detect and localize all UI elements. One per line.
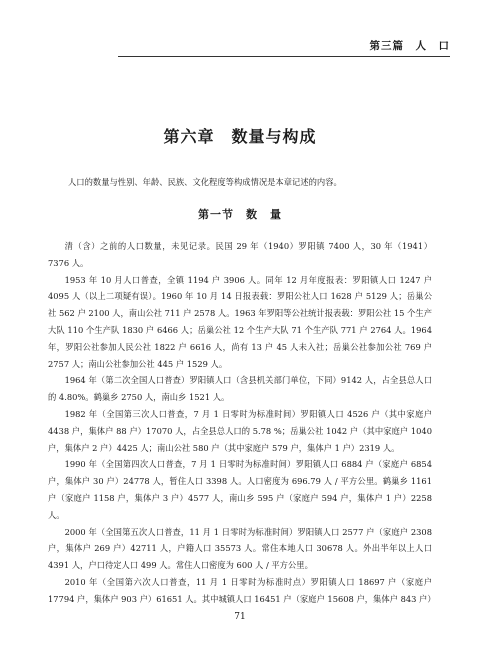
section-title: 第一节 数 量 <box>198 208 282 221</box>
paragraph: 1982 年（全国第三次人口普查，7 月 1 日零时为标准时间）罗阳镇人口 4526 户（其中家庭户 4438 户，集体户 88 户）17070 人，占全县总人口的 5.78 %；岳巢公社 1042 户（其中家庭户 1040 户，集体户 2 户）4425 人；南山公社 580 户（其中家庭户 579 户，集体户 1 户）2319 人。 <box>48 408 432 453</box>
running-header: 第三篇 人 口 <box>118 38 450 57</box>
paragraph: 1953 年 10 月人口普查，全镇 1194 户 3906 人。同年 12 月年度报表：罗阳镇人口 1247 户 4095 人（以上二项疑有误）。1960 年 10 月 14 日报表载：罗阳公社人口 1628 户 5129 人；岳巢公社 562 户 2100 人，南山公社 711 户 2578 人。1963 年罗阳等公社统计报表载：罗阳公社 15 个生产大队 110 个生产队 1830 户 6466 人；岳巢公社 12 个生产大队 71 个生产队 771 户 2764 人。1964 年，罗阳公社参加人民公社 1822 户 6616 人，尚有 13 户 45 人未入社；岳巢公社参加公社 769 户 2757 人；南山公社参加公社 445 户 1529 人。 <box>48 274 432 369</box>
paragraph: 1964 年（第二次全国人口普查）罗阳镇人口（含县机关部门单位，下同）9142 人，占全县总人口的 4.80%。鹤巢乡 2750 人，南山乡 1521 人。 <box>48 375 432 403</box>
body-text <box>48 238 436 608</box>
paragraph: 2000 年（全国第五次人口普查，11 月 1 日零时为标准时间）罗阳镇人口 2577 户（家庭户 2308 户，集体户 269 户）42711 人，户籍人口 35573 人。常住本地人口 30678 人。外出半年以上人口 4391 人，户口待定人口 499 人。常住人口密度为 600 人 / 平方公里。 <box>48 526 432 571</box>
paragraph: 2010 年（全国第六次人口普查，11 月 1 日零时为标准时点）罗阳镇人口 18697 户（家庭户 17794 户，集体户 903 户）61651 人。其中城镇人口 16451 户（家庭户 15608 户，集体户 843 户） <box>48 576 436 604</box>
paragraph: 清（含）之前的人口数量，未见记录。民国 29 年（1940）罗阳镇 7400 人，30 年（1941）7376 人。 <box>48 241 432 268</box>
paragraph: 1990 年（全国第四次人口普查，7 月 1 日零时为标准时间）罗阳镇人口 6884 户（家庭户 6854 户，集体户 30 户）24778 人，暂住人口 3398 人。人口密度为 696.79 人 / 平方公里。鹤巢乡 1161 户（家庭户 1158 户，集体户 3 户）4577 人，南山乡 595 户（家庭户 594 户，集体户 1 户）2258 人。 <box>48 459 432 520</box>
page-number: 71 <box>234 612 246 622</box>
chapter-intro: 人口的数量与性别、年龄、民族、文化程度等构成情况是本章记述的内容。 <box>68 177 342 187</box>
chapter-title: 第六章 数量与构成 <box>163 127 317 146</box>
